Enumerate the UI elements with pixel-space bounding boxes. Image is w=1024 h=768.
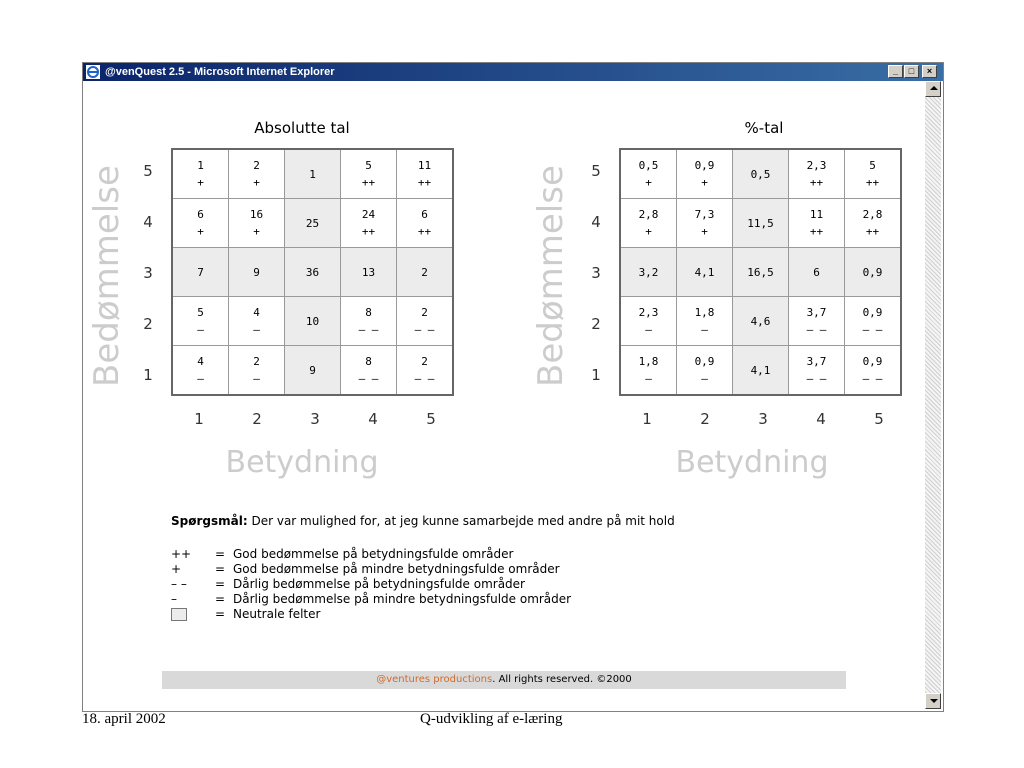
neutral-swatch <box>171 607 215 622</box>
question-label: Spørgsmål: <box>171 514 248 528</box>
legend-text: God bedømmelse på mindre betydningsfulde områder <box>233 562 560 576</box>
legend-equals: = <box>215 577 226 591</box>
grid-cell <box>620 199 677 248</box>
cell-value: 5 <box>365 159 372 172</box>
cell-value: 7 <box>197 265 204 279</box>
legend-text: God bedømmelse på betydningsfulde områder <box>233 547 514 561</box>
cell-value: 2 <box>421 265 428 279</box>
left-grid-title: Absolutte tal <box>254 119 350 137</box>
cell-value: 3,7 <box>806 355 827 368</box>
minimize-button[interactable]: _ <box>888 65 903 78</box>
right-grid-title: %-tal <box>744 119 784 137</box>
close-button[interactable]: × <box>922 65 937 78</box>
cell-mark: ++ <box>809 176 824 189</box>
left-grid <box>171 148 454 396</box>
grid-cell <box>229 248 285 297</box>
cell-mark: + <box>645 176 652 189</box>
row-number: 5 <box>143 162 153 180</box>
grid-cell <box>229 149 285 199</box>
grid-row <box>620 199 901 248</box>
grid-cell <box>677 346 733 396</box>
footer-bar <box>162 671 846 689</box>
cell-value: 4,1 <box>750 363 771 377</box>
grid-cell <box>397 346 454 396</box>
cell-value: 1 <box>197 159 204 172</box>
grid-cell <box>733 297 789 346</box>
cell-value: 2 <box>253 159 260 172</box>
grid-cell <box>789 346 845 396</box>
grid-cell <box>677 149 733 199</box>
cell-mark: – – <box>358 372 379 385</box>
grid-cell <box>229 199 285 248</box>
cell-value: 0,9 <box>862 265 883 279</box>
cell-value: 1,8 <box>694 306 715 319</box>
legend-symbol: + <box>171 562 182 576</box>
left-ylabel: Bedømmelse <box>87 165 127 387</box>
cell-value: 4,1 <box>694 265 715 279</box>
legend-equals: = <box>215 547 226 561</box>
cell-value: 11 <box>809 208 824 221</box>
cell-value: 5 <box>197 306 204 319</box>
cell-value: 5 <box>869 159 876 172</box>
grid-cell <box>172 199 229 248</box>
legend-text: Dårlig bedømmelse på mindre betydningsfulde områder <box>233 592 572 606</box>
grid-row <box>172 199 453 248</box>
cell-mark: + <box>701 176 708 189</box>
cell-mark: ++ <box>417 225 432 238</box>
cell-mark: ++ <box>361 176 376 189</box>
chevron-up-icon <box>930 86 938 90</box>
grid-cell <box>172 346 229 396</box>
grid-row <box>172 149 453 199</box>
cell-value: 0,5 <box>750 167 771 181</box>
column-number: 3 <box>758 410 768 428</box>
cell-mark: – – <box>806 323 827 336</box>
grid-row <box>620 248 901 297</box>
right-grid <box>619 148 902 396</box>
cell-mark: + <box>197 225 204 238</box>
legend-item <box>171 547 571 562</box>
cell-value: 0,9 <box>694 159 715 172</box>
cell-mark: – – <box>414 372 435 385</box>
cell-mark: + <box>197 176 204 189</box>
column-number: 4 <box>816 410 826 428</box>
grid-cell <box>341 297 397 346</box>
grid-cell <box>845 149 902 199</box>
column-number: 3 <box>310 410 320 428</box>
cell-mark: ++ <box>865 176 880 189</box>
grid-cell <box>620 346 677 396</box>
scroll-up-button[interactable] <box>925 81 941 97</box>
cell-value: 2,8 <box>862 208 883 221</box>
cell-value: 2,8 <box>638 208 659 221</box>
legend-text: Dårlig bedømmelse på betydningsfulde områder <box>233 577 525 591</box>
question <box>171 514 675 528</box>
grid-row <box>172 346 453 396</box>
grid-row <box>620 297 901 346</box>
column-number: 5 <box>874 410 884 428</box>
grid-cell <box>677 199 733 248</box>
grid-cell <box>285 248 341 297</box>
row-number: 3 <box>591 264 601 282</box>
cell-value: 13 <box>361 265 376 279</box>
cell-mark: – – <box>806 372 827 385</box>
row-number: 2 <box>143 315 153 333</box>
column-number: 2 <box>252 410 262 428</box>
cell-value: 6 <box>421 208 428 221</box>
grid-cell <box>341 248 397 297</box>
grid-cell <box>620 149 677 199</box>
grid-cell <box>845 297 902 346</box>
cell-value: 0,9 <box>862 306 883 319</box>
grid-cell <box>341 149 397 199</box>
cell-mark: ++ <box>417 176 432 189</box>
legend-item <box>171 607 571 622</box>
legend-equals: = <box>215 607 226 621</box>
grid-cell <box>733 248 789 297</box>
row-number: 1 <box>143 366 153 384</box>
legend-item <box>171 577 571 592</box>
cell-value: 1 <box>309 167 316 181</box>
cell-mark: ++ <box>809 225 824 238</box>
cell-value: 25 <box>305 216 320 230</box>
grid-cell <box>285 346 341 396</box>
slide-date: 18. april 2002 <box>82 711 166 727</box>
grid-cell <box>733 346 789 396</box>
cell-value: 4,6 <box>750 314 771 328</box>
cell-value: 1,8 <box>638 355 659 368</box>
cell-value: 10 <box>305 314 320 328</box>
cell-value: 3,2 <box>638 265 659 279</box>
chevron-down-icon <box>930 699 938 703</box>
grid-cell <box>229 346 285 396</box>
left-xlabel: Betydning <box>225 445 379 480</box>
page-content <box>85 81 923 709</box>
cell-mark: – <box>253 372 260 385</box>
cell-value: 6 <box>197 208 204 221</box>
grid-cell <box>789 149 845 199</box>
row-number: 1 <box>591 366 601 384</box>
cell-value: 2 <box>421 355 428 368</box>
row-number: 2 <box>591 315 601 333</box>
cell-value: 4 <box>197 355 204 368</box>
cell-value: 6 <box>813 265 820 279</box>
cell-mark: – <box>701 323 708 336</box>
cell-value: 9 <box>309 363 316 377</box>
grid-cell <box>285 149 341 199</box>
legend-symbol: ++ <box>171 547 192 561</box>
grid-cell <box>677 297 733 346</box>
grid-cell <box>789 297 845 346</box>
cell-value: 16 <box>249 208 264 221</box>
column-number: 1 <box>642 410 652 428</box>
ie-icon <box>86 65 100 79</box>
grid-cell <box>620 248 677 297</box>
cell-mark: + <box>701 225 708 238</box>
browser-window <box>82 62 944 712</box>
cell-mark: – <box>197 323 204 336</box>
legend-item <box>171 592 571 607</box>
column-number: 4 <box>368 410 378 428</box>
cell-value: 16,5 <box>747 265 774 279</box>
cell-mark: + <box>645 225 652 238</box>
grid-cell <box>677 248 733 297</box>
cell-value: 8 <box>365 306 372 319</box>
cell-mark: ++ <box>361 225 376 238</box>
window-title: @venQuest 2.5 - Microsoft Internet Explorer <box>105 66 335 78</box>
cell-value: 2,3 <box>806 159 827 172</box>
cell-mark: ++ <box>865 225 880 238</box>
grid-row <box>620 149 901 199</box>
cell-value: 36 <box>305 265 320 279</box>
vertical-scrollbar[interactable] <box>925 81 941 709</box>
cell-mark: – – <box>358 323 379 336</box>
grid-row <box>172 248 453 297</box>
column-number: 5 <box>426 410 436 428</box>
footer-brand-link[interactable]: @ventures productions <box>376 674 493 685</box>
cell-value: 2 <box>421 306 428 319</box>
scroll-down-button[interactable] <box>925 693 941 709</box>
legend-symbol: – <box>171 592 177 606</box>
cell-value: 2 <box>253 355 260 368</box>
grid-cell <box>789 199 845 248</box>
cell-mark: – – <box>862 372 883 385</box>
question-text: Der var mulighed for, at jeg kunne samarbejde med andre på mit hold <box>251 514 675 528</box>
cell-mark: + <box>253 225 260 238</box>
grid-cell <box>397 297 454 346</box>
footer-text: . All rights reserved. ©2000 <box>492 674 632 685</box>
cell-mark: + <box>253 176 260 189</box>
grid-cell <box>172 297 229 346</box>
cell-value: 0,5 <box>638 159 659 172</box>
legend-equals: = <box>215 592 226 606</box>
right-ylabel: Bedømmelse <box>531 165 571 387</box>
slide-title: Q-udvikling af e-læring <box>420 711 563 727</box>
grid-cell <box>845 346 902 396</box>
grid-cell <box>845 199 902 248</box>
grid-cell <box>172 248 229 297</box>
grid-cell <box>229 297 285 346</box>
grid-cell <box>285 199 341 248</box>
cell-value: 11 <box>417 159 432 172</box>
legend-item <box>171 562 571 577</box>
column-number: 1 <box>194 410 204 428</box>
grid-cell <box>620 297 677 346</box>
grid-cell <box>172 149 229 199</box>
grid-row <box>620 346 901 396</box>
grid-row <box>172 297 453 346</box>
grid-cell <box>845 248 902 297</box>
legend-symbol: – – <box>171 577 187 591</box>
grid-cell <box>397 149 454 199</box>
cell-value: 9 <box>253 265 260 279</box>
cell-mark: – <box>701 372 708 385</box>
grid-cell <box>397 199 454 248</box>
cell-mark: – – <box>414 323 435 336</box>
cell-value: 2,3 <box>638 306 659 319</box>
grid-cell <box>733 199 789 248</box>
neutral-box-icon <box>171 608 187 621</box>
row-number: 3 <box>143 264 153 282</box>
cell-value: 4 <box>253 306 260 319</box>
legend-text: Neutrale felter <box>233 607 321 621</box>
grid-cell <box>341 346 397 396</box>
grid-cell <box>285 297 341 346</box>
row-number: 4 <box>143 213 153 231</box>
cell-value: 24 <box>361 208 376 221</box>
legend <box>171 547 571 622</box>
cell-value: 11,5 <box>747 216 774 230</box>
cell-mark: – <box>197 372 204 385</box>
cell-mark: – <box>645 323 652 336</box>
cell-mark: – – <box>862 323 883 336</box>
cell-mark: – <box>645 372 652 385</box>
cell-value: 8 <box>365 355 372 368</box>
row-number: 5 <box>591 162 601 180</box>
maximize-button[interactable]: □ <box>904 65 919 78</box>
grid-cell <box>733 149 789 199</box>
legend-equals: = <box>215 562 226 576</box>
column-number: 2 <box>700 410 710 428</box>
cell-value: 7,3 <box>694 208 715 221</box>
title-bar <box>83 63 943 81</box>
cell-value: 3,7 <box>806 306 827 319</box>
right-xlabel: Betydning <box>675 445 829 480</box>
grid-cell <box>789 248 845 297</box>
cell-mark: – <box>253 323 260 336</box>
cell-value: 0,9 <box>862 355 883 368</box>
cell-value: 0,9 <box>694 355 715 368</box>
grid-cell <box>341 199 397 248</box>
grid-cell <box>397 248 454 297</box>
row-number: 4 <box>591 213 601 231</box>
